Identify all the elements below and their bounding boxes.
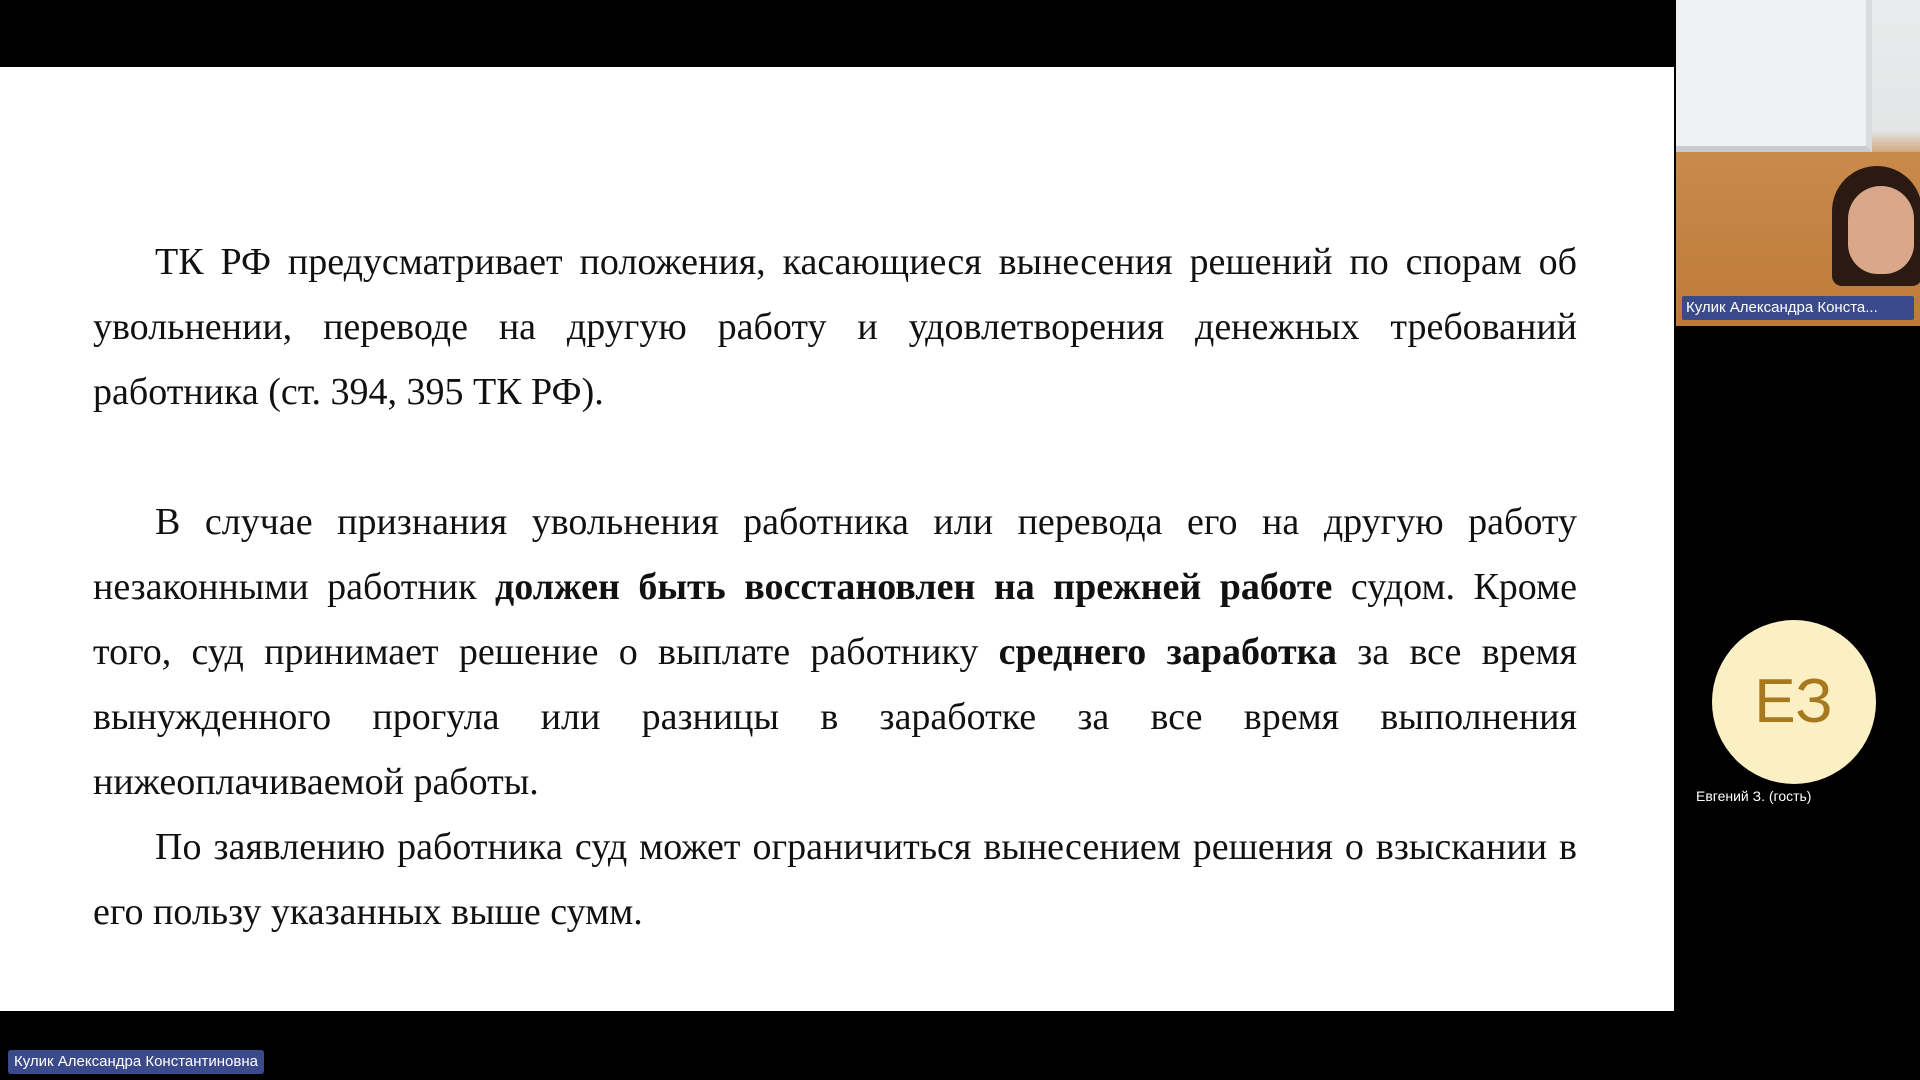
- slide-paragraph-1: ТК РФ предусматривает положения, касающиеся вынесения решений по спорам об увольнении, переводе на другую работу и удовлетворения денежных требований работника (ст. 394, 395 ТК РФ).: [93, 241, 1577, 413]
- participant-avatar-tile[interactable]: [1674, 600, 1920, 820]
- shared-slide: [0, 67, 1674, 1011]
- slide-bold-run: должен быть восстановлен на прежней работе: [495, 566, 1333, 608]
- video-background-whiteboard: [1676, 0, 1872, 152]
- avatar: ЕЗ: [1712, 620, 1876, 784]
- participants-panel: [1674, 0, 1920, 1080]
- slide-paragraph-3: По заявлению работника суд может ограничиться вынесением решения о взыскании в его пользу указанных выше сумм.: [93, 826, 1577, 933]
- participant-video-face: [1848, 186, 1914, 274]
- slide-text-run: судом. Кроме того, суд принимает решение о выплате работнику: [93, 566, 1577, 673]
- participant-avatar-name: Евгений З. (гость): [1696, 788, 1812, 804]
- slide-paragraph-2: [93, 490, 1577, 815]
- presenter-name-tag: Кулик Александра Константиновна: [8, 1050, 264, 1074]
- participant-video-tile[interactable]: [1676, 0, 1920, 326]
- slide-text: [93, 230, 1577, 945]
- slide-bold-run: среднего заработка: [998, 631, 1337, 673]
- slide-text-run: за все время вынужденного прогула или разницы в заработке за все время выполнения нижеоплачиваемой работы.: [93, 631, 1577, 803]
- slide-text-run: В случае признания увольнения работника или перевода его на другую работу незаконными работник: [93, 501, 1577, 608]
- participant-video-name-tag: Кулик Александра Конста...: [1682, 296, 1914, 320]
